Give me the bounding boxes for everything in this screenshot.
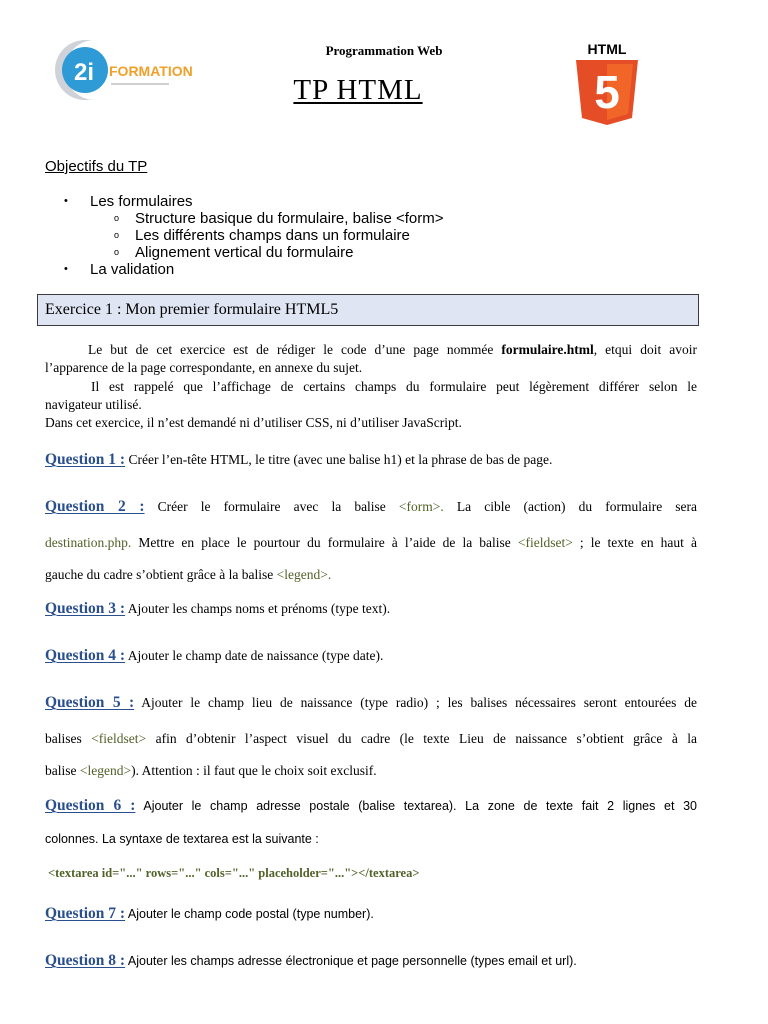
question-7-label: Question 7 : xyxy=(45,905,126,922)
html5-label: HTML xyxy=(587,41,627,57)
question-3: Question 3 : Ajouter les champs noms et prénoms (type text). xyxy=(45,600,391,617)
objective-subitem: o Les différents champs dans un formulaire xyxy=(114,227,410,244)
intro-line: navigateur utilisé. xyxy=(45,397,142,412)
question-8: Question 8 : Ajouter les champs adresse électronique et page personnelle (types email et url). xyxy=(45,952,577,969)
question-2-label: Question 2 : xyxy=(45,498,145,515)
question-6: Question 6 : Ajouter le champ adresse postale (balise textarea). La zone de texte fait 2 lignes et 30 xyxy=(45,797,697,814)
intro-line: l’apparence de la page correspondante, en annexe du sujet. xyxy=(45,360,363,375)
logo-number: 2i xyxy=(74,59,95,86)
objective-item: • La validation xyxy=(64,261,175,278)
textarea-syntax: <textarea id="..." rows="..." cols="..." placeholder="..."></textarea> xyxy=(48,866,420,880)
objective-subitem: o Structure basique du formulaire, balise <form> xyxy=(114,210,444,227)
objective-item: • Les formulaires xyxy=(64,193,193,210)
question-8-label: Question 8 : xyxy=(45,952,126,969)
question-4-label: Question 4 : xyxy=(45,647,126,664)
question-5-line: balises <fieldset> afin d’obtenir l’aspect visuel du cadre (le texte Lieu de naissance s’obtient grâce à la xyxy=(45,731,697,746)
intro-line: Dans cet exercice, il n’est demandé ni d’utiliser CSS, ni d’utiliser JavaScript. xyxy=(45,415,462,430)
question-2-line: destination.php. Mettre en place le pourtour du formulaire à l’aide de la balise <fieldset> ; le texte en haut à xyxy=(45,535,697,550)
question-2-line: gauche du cadre s’obtient grâce à la balise <legend>. xyxy=(45,567,332,582)
objective-subitem: o Alignement vertical du formulaire xyxy=(114,244,354,261)
question-5-label: Question 5 : xyxy=(45,694,135,711)
question-7: Question 7 : Ajouter le champ code postal (type number). xyxy=(45,905,374,922)
filename: formulaire.html xyxy=(501,342,594,357)
html5-digit: 5 xyxy=(594,66,620,118)
question-4: Question 4 : Ajouter le champ date de naissance (type date). xyxy=(45,647,384,664)
question-6-label: Question 6 : xyxy=(45,797,136,814)
intro-line: Il est rappelé que l’affichage de certains champs du formulaire peut légèrement différer selon le xyxy=(91,379,697,394)
question-3-label: Question 3 : xyxy=(45,600,126,617)
logo-word: FORMATION xyxy=(109,63,193,79)
question-2: Question 2 : Créer le formulaire avec la balise <form>. La cible (action) du formulaire sera xyxy=(45,498,698,515)
question-6-line: colonnes. La syntaxe de textarea est la suivante : xyxy=(45,832,319,846)
exercise-title: Exercice 1 : Mon premier formulaire HTML5 xyxy=(45,301,339,318)
exercise-title-box xyxy=(37,294,699,326)
question-5: Question 5 : Ajouter le champ lieu de naissance (type radio) ; les balises nécessaires seront entourées de xyxy=(45,694,697,711)
html5-icon xyxy=(570,40,644,126)
question-1: Question 1 : Créer l’en-tête HTML, le titre (avec une balise h1) et la phrase de bas de page. xyxy=(45,451,553,468)
question-5-line: balise <legend>). Attention : il faut que le choix soit exclusif. xyxy=(45,763,377,778)
question-1-label: Question 1 : xyxy=(45,451,126,468)
page-title-text: TP HTML xyxy=(293,74,423,106)
course-name: Programmation Web xyxy=(325,43,443,58)
intro-line: Le but de cet exercice est de rédiger le code d’une page nommée formulaire.html, etqui doit avoir xyxy=(88,342,697,357)
objectives-heading: Objectifs du TP xyxy=(45,158,148,175)
